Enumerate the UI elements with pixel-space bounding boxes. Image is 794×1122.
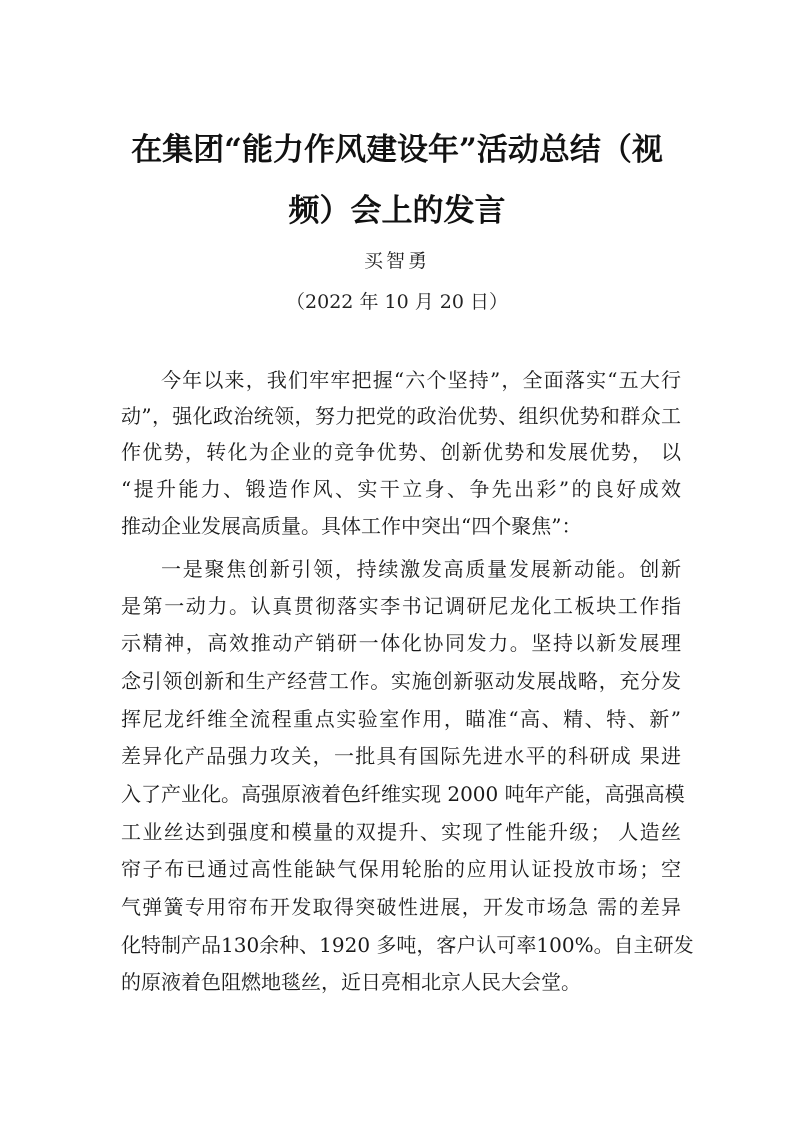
author-name: 买智勇 xyxy=(363,250,430,272)
paragraph-line: 挥尼龙纤维全流程重点实验室作用，瞄准“高、精、特、新” xyxy=(121,707,681,731)
document-title-line-1: 在集团“能力作风建设年”活动总结（视 xyxy=(131,132,663,168)
paragraph-line: 气弹簧专用帘布开发取得突破性进展，开发市场急 需的差异 xyxy=(121,895,681,919)
paragraph-line: 动”，强化政治统领，努力把党的政治优势、组织优势和群众工 xyxy=(121,404,681,428)
speech-date: （2022 年 10 月 20 日） xyxy=(286,291,508,313)
paragraph-line: 是第一动力。认真贯彻落实李书记调研尼龙化工板块工作指 xyxy=(121,594,681,618)
paragraph-line: 一是聚焦创新引领，持续激发高质量发展新动能。创新 xyxy=(161,557,681,581)
paragraph-line: 差异化产品强力攻关，一批具有国际先进水平的科研成 果进 xyxy=(121,744,681,768)
paragraph-line: 作优势，转化为企业的竞争优势、创新优势和发展优势， 以 xyxy=(121,440,681,464)
paragraph-line: 推动企业发展高质量。具体工作中突出“四个聚焦”： xyxy=(121,514,582,538)
paragraph-line: 帘子布已通过高性能缺气保用轮胎的应用认证投放市场；空 xyxy=(121,857,681,881)
paragraph-line: 念引领创新和生产经营工作。实施创新驱动发展战略，充分发 xyxy=(121,669,681,693)
paragraph-line: 的原液着色阻燃地毯丝，近日亮相北京人民大会堂。 xyxy=(121,970,581,994)
paragraph-line: “提升能力、锻造作风、实干立身、争先出彩”的良好成效 xyxy=(121,477,681,501)
paragraph-line: 今年以来，我们牢牢把握“六个坚持”，全面落实“五大行 xyxy=(161,368,681,392)
document-title-line-2: 频）会上的发言 xyxy=(288,193,506,229)
paragraph-line: 化特制产品130余种、1920 多吨，客户认可率100%。自主研发 xyxy=(121,933,694,957)
paragraph-line: 入了产业化。高强原液着色纤维实现 2000 吨年产能，高强高模 xyxy=(121,782,685,806)
paragraph-line: 示精神，高效推动产销研一体化协同发力。坚持以新发展理 xyxy=(121,631,681,655)
paragraph-line: 工业丝达到强度和模量的双提升、实现了性能升级； 人造丝 xyxy=(121,820,681,844)
